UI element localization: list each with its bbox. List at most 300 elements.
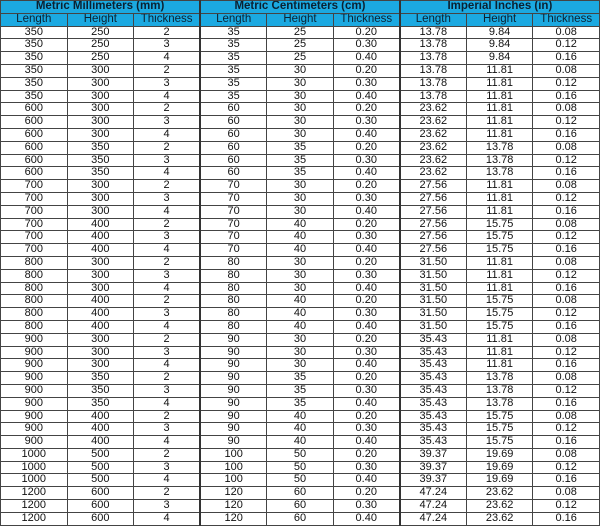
cell-thickness: 0.08 (533, 410, 600, 423)
cell-thickness: 2 (134, 64, 201, 77)
cell-length: 23.62 (400, 167, 467, 180)
cell-height: 13.78 (466, 167, 533, 180)
cell-thickness: 4 (134, 205, 201, 218)
cell-length: 23.62 (400, 103, 467, 116)
cell-thickness: 0.30 (333, 231, 400, 244)
cell-height: 350 (67, 141, 134, 154)
cell-length: 900 (1, 359, 68, 372)
cell-thickness: 2 (134, 180, 201, 193)
cell-thickness: 0.16 (533, 167, 600, 180)
cell-thickness: 0.20 (333, 333, 400, 346)
table-row (1, 103, 600, 116)
cell-length: 80 (200, 256, 267, 269)
cell-length: 90 (200, 372, 267, 385)
cell-height: 13.78 (466, 154, 533, 167)
cell-height: 400 (67, 423, 134, 436)
cell-height: 60 (267, 512, 334, 525)
cell-length: 13.78 (400, 52, 467, 65)
cell-thickness: 0.40 (333, 128, 400, 141)
cell-height: 30 (267, 64, 334, 77)
cell-height: 11.81 (466, 64, 533, 77)
cell-height: 23.62 (466, 512, 533, 525)
cell-thickness: 0.08 (533, 26, 600, 39)
cell-height: 350 (67, 154, 134, 167)
cell-thickness: 0.16 (533, 397, 600, 410)
column-header-length: Length (1, 13, 68, 26)
cell-thickness: 0.40 (333, 320, 400, 333)
cell-height: 15.75 (466, 436, 533, 449)
table-row (1, 333, 600, 346)
cell-length: 90 (200, 410, 267, 423)
cell-thickness: 0.30 (333, 384, 400, 397)
cell-length: 700 (1, 244, 68, 257)
cell-length: 90 (200, 359, 267, 372)
cell-length: 13.78 (400, 64, 467, 77)
cell-thickness: 0.08 (533, 487, 600, 500)
cell-thickness: 0.40 (333, 397, 400, 410)
cell-height: 40 (267, 244, 334, 257)
cell-length: 800 (1, 269, 68, 282)
cell-thickness: 0.20 (333, 218, 400, 231)
cell-thickness: 0.08 (533, 180, 600, 193)
cell-height: 11.81 (466, 103, 533, 116)
cell-height: 11.81 (466, 77, 533, 90)
cell-length: 900 (1, 423, 68, 436)
cell-length: 600 (1, 103, 68, 116)
cell-thickness: 2 (134, 372, 201, 385)
cell-length: 800 (1, 282, 68, 295)
cell-height: 13.78 (466, 372, 533, 385)
cell-height: 13.78 (466, 384, 533, 397)
cell-thickness: 0.16 (533, 359, 600, 372)
table-row (1, 474, 600, 487)
cell-length: 60 (200, 154, 267, 167)
cell-height: 300 (67, 128, 134, 141)
cell-height: 35 (267, 141, 334, 154)
cell-thickness: 0.40 (333, 205, 400, 218)
cell-height: 400 (67, 410, 134, 423)
cell-height: 300 (67, 77, 134, 90)
cell-length: 60 (200, 167, 267, 180)
cell-length: 35.43 (400, 333, 467, 346)
table-row (1, 295, 600, 308)
cell-length: 800 (1, 308, 68, 321)
table-row (1, 26, 600, 39)
cell-thickness: 4 (134, 359, 201, 372)
cell-thickness: 0.12 (533, 500, 600, 513)
cell-thickness: 0.30 (333, 423, 400, 436)
cell-length: 27.56 (400, 180, 467, 193)
table-row (1, 180, 600, 193)
cell-length: 35.43 (400, 359, 467, 372)
cell-thickness: 0.12 (533, 154, 600, 167)
cell-length: 27.56 (400, 205, 467, 218)
cell-height: 11.81 (466, 192, 533, 205)
cell-length: 60 (200, 116, 267, 129)
cell-length: 27.56 (400, 244, 467, 257)
cell-thickness: 2 (134, 333, 201, 346)
cell-length: 31.50 (400, 308, 467, 321)
table-row (1, 244, 600, 257)
column-header-thickness: Thickness (134, 13, 201, 26)
cell-thickness: 0.08 (533, 218, 600, 231)
table-row (1, 205, 600, 218)
cell-length: 60 (200, 103, 267, 116)
cell-height: 50 (267, 474, 334, 487)
cell-length: 13.78 (400, 77, 467, 90)
table-row (1, 218, 600, 231)
cell-height: 40 (267, 295, 334, 308)
cell-thickness: 4 (134, 436, 201, 449)
table-row (1, 52, 600, 65)
cell-length: 120 (200, 500, 267, 513)
cell-length: 600 (1, 116, 68, 129)
cell-length: 35 (200, 52, 267, 65)
cell-height: 300 (67, 205, 134, 218)
cell-height: 11.81 (466, 116, 533, 129)
cell-thickness: 0.40 (333, 359, 400, 372)
cell-length: 39.37 (400, 461, 467, 474)
cell-thickness: 2 (134, 103, 201, 116)
cell-thickness: 2 (134, 26, 201, 39)
cell-thickness: 4 (134, 90, 201, 103)
cell-height: 11.81 (466, 256, 533, 269)
cell-length: 70 (200, 244, 267, 257)
cell-height: 13.78 (466, 397, 533, 410)
cell-height: 30 (267, 282, 334, 295)
cell-thickness: 0.12 (533, 116, 600, 129)
cell-length: 39.37 (400, 448, 467, 461)
cell-height: 500 (67, 474, 134, 487)
cell-height: 23.62 (466, 500, 533, 513)
cell-height: 30 (267, 128, 334, 141)
cell-height: 30 (267, 103, 334, 116)
cell-thickness: 0.40 (333, 474, 400, 487)
cell-height: 300 (67, 269, 134, 282)
table-row (1, 512, 600, 525)
cell-thickness: 0.16 (533, 244, 600, 257)
cell-thickness: 0.16 (533, 205, 600, 218)
column-header-length: Length (200, 13, 267, 26)
cell-height: 15.75 (466, 244, 533, 257)
table-row (1, 141, 600, 154)
cell-thickness: 0.30 (333, 116, 400, 129)
cell-height: 300 (67, 103, 134, 116)
cell-thickness: 0.40 (333, 282, 400, 295)
cell-thickness: 0.20 (333, 448, 400, 461)
cell-length: 23.62 (400, 128, 467, 141)
table-row (1, 320, 600, 333)
cell-height: 11.81 (466, 269, 533, 282)
cell-height: 19.69 (466, 461, 533, 474)
cell-thickness: 0.40 (333, 244, 400, 257)
cell-thickness: 0.12 (533, 384, 600, 397)
cell-thickness: 4 (134, 167, 201, 180)
cell-thickness: 0.08 (533, 448, 600, 461)
cell-height: 250 (67, 39, 134, 52)
cell-thickness: 3 (134, 231, 201, 244)
cell-height: 30 (267, 256, 334, 269)
cell-height: 350 (67, 372, 134, 385)
cell-height: 15.75 (466, 231, 533, 244)
cell-thickness: 4 (134, 512, 201, 525)
cell-height: 300 (67, 192, 134, 205)
cell-height: 30 (267, 192, 334, 205)
cell-thickness: 2 (134, 256, 201, 269)
cell-height: 35 (267, 397, 334, 410)
cell-thickness: 0.16 (533, 128, 600, 141)
cell-thickness: 4 (134, 320, 201, 333)
cell-height: 9.84 (466, 52, 533, 65)
cell-height: 60 (267, 487, 334, 500)
cell-length: 700 (1, 231, 68, 244)
cell-length: 350 (1, 26, 68, 39)
cell-height: 15.75 (466, 295, 533, 308)
cell-length: 70 (200, 218, 267, 231)
cell-length: 35.43 (400, 410, 467, 423)
group-header-row (1, 1, 600, 14)
cell-thickness: 3 (134, 500, 201, 513)
cell-length: 800 (1, 295, 68, 308)
column-header-length: Length (400, 13, 467, 26)
cell-thickness: 0.12 (533, 346, 600, 359)
cell-length: 90 (200, 333, 267, 346)
table-row (1, 192, 600, 205)
cell-length: 350 (1, 52, 68, 65)
cell-height: 19.69 (466, 448, 533, 461)
group-header-mm: Metric Millimeters (mm) (1, 1, 201, 14)
cell-height: 30 (267, 346, 334, 359)
cell-height: 300 (67, 346, 134, 359)
cell-thickness: 0.08 (533, 141, 600, 154)
cell-thickness: 3 (134, 154, 201, 167)
cell-thickness: 0.20 (333, 103, 400, 116)
cell-height: 40 (267, 320, 334, 333)
cell-height: 350 (67, 167, 134, 180)
cell-height: 30 (267, 116, 334, 129)
cell-length: 35.43 (400, 436, 467, 449)
cell-length: 800 (1, 320, 68, 333)
table-row (1, 372, 600, 385)
cell-height: 40 (267, 423, 334, 436)
cell-thickness: 4 (134, 474, 201, 487)
cell-length: 1200 (1, 500, 68, 513)
cell-height: 15.75 (466, 218, 533, 231)
cell-length: 900 (1, 397, 68, 410)
cell-height: 40 (267, 218, 334, 231)
cell-length: 700 (1, 180, 68, 193)
cell-length: 35 (200, 77, 267, 90)
cell-length: 23.62 (400, 141, 467, 154)
cell-thickness: 0.30 (333, 461, 400, 474)
cell-thickness: 0.16 (533, 52, 600, 65)
cell-length: 31.50 (400, 295, 467, 308)
cell-thickness: 0.20 (333, 64, 400, 77)
cell-length: 13.78 (400, 26, 467, 39)
cell-length: 350 (1, 39, 68, 52)
cell-height: 30 (267, 90, 334, 103)
cell-height: 30 (267, 333, 334, 346)
cell-length: 35.43 (400, 384, 467, 397)
cell-thickness: 0.08 (533, 256, 600, 269)
cell-thickness: 2 (134, 218, 201, 231)
cell-height: 15.75 (466, 320, 533, 333)
cell-height: 23.62 (466, 487, 533, 500)
cell-height: 35 (267, 154, 334, 167)
column-header-height: Height (466, 13, 533, 26)
cell-height: 11.81 (466, 333, 533, 346)
cell-thickness: 0.20 (333, 372, 400, 385)
cell-thickness: 2 (134, 141, 201, 154)
cell-length: 700 (1, 205, 68, 218)
table-row (1, 282, 600, 295)
cell-height: 400 (67, 218, 134, 231)
cell-length: 70 (200, 180, 267, 193)
cell-thickness: 4 (134, 52, 201, 65)
cell-height: 400 (67, 320, 134, 333)
cell-length: 350 (1, 64, 68, 77)
column-header-height: Height (67, 13, 134, 26)
cell-length: 35 (200, 90, 267, 103)
table-row (1, 397, 600, 410)
cell-length: 80 (200, 308, 267, 321)
cell-thickness: 3 (134, 461, 201, 474)
cell-thickness: 0.12 (533, 269, 600, 282)
cell-length: 13.78 (400, 39, 467, 52)
group-header-cm: Metric Centimeters (cm) (200, 1, 400, 14)
cell-length: 90 (200, 436, 267, 449)
cell-length: 80 (200, 320, 267, 333)
cell-thickness: 3 (134, 308, 201, 321)
cell-length: 35.43 (400, 423, 467, 436)
cell-length: 47.24 (400, 500, 467, 513)
cell-length: 350 (1, 77, 68, 90)
cell-thickness: 0.40 (333, 512, 400, 525)
table-row (1, 308, 600, 321)
cell-thickness: 4 (134, 244, 201, 257)
cell-length: 90 (200, 346, 267, 359)
cell-height: 11.81 (466, 205, 533, 218)
table-row (1, 359, 600, 372)
column-header-thickness: Thickness (333, 13, 400, 26)
cell-height: 300 (67, 116, 134, 129)
cell-height: 11.81 (466, 90, 533, 103)
cell-height: 400 (67, 308, 134, 321)
cell-thickness: 0.16 (533, 320, 600, 333)
cell-height: 400 (67, 244, 134, 257)
cell-height: 300 (67, 64, 134, 77)
cell-height: 30 (267, 205, 334, 218)
cell-height: 600 (67, 512, 134, 525)
cell-height: 500 (67, 448, 134, 461)
cell-length: 27.56 (400, 231, 467, 244)
cell-thickness: 0.16 (533, 282, 600, 295)
cell-length: 70 (200, 205, 267, 218)
cell-length: 350 (1, 90, 68, 103)
cell-height: 60 (267, 500, 334, 513)
cell-height: 40 (267, 436, 334, 449)
cell-height: 300 (67, 90, 134, 103)
cell-length: 35 (200, 64, 267, 77)
cell-thickness: 0.16 (533, 474, 600, 487)
table-row (1, 167, 600, 180)
cell-length: 23.62 (400, 116, 467, 129)
cell-thickness: 0.40 (333, 52, 400, 65)
cell-height: 35 (267, 167, 334, 180)
cell-length: 600 (1, 128, 68, 141)
table-row (1, 90, 600, 103)
table-body (1, 26, 600, 525)
cell-length: 90 (200, 397, 267, 410)
cell-length: 90 (200, 423, 267, 436)
cell-height: 35 (267, 384, 334, 397)
cell-length: 1200 (1, 512, 68, 525)
cell-thickness: 0.16 (533, 512, 600, 525)
table-row (1, 231, 600, 244)
cell-height: 250 (67, 52, 134, 65)
cell-length: 13.78 (400, 90, 467, 103)
cell-height: 25 (267, 52, 334, 65)
cell-length: 90 (200, 384, 267, 397)
cell-height: 350 (67, 397, 134, 410)
cell-length: 60 (200, 128, 267, 141)
cell-height: 19.69 (466, 474, 533, 487)
cell-length: 31.50 (400, 282, 467, 295)
cell-height: 400 (67, 295, 134, 308)
cell-height: 13.78 (466, 141, 533, 154)
table-row (1, 384, 600, 397)
cell-height: 600 (67, 487, 134, 500)
cell-thickness: 0.12 (533, 308, 600, 321)
cell-height: 11.81 (466, 282, 533, 295)
cell-thickness: 0.08 (533, 64, 600, 77)
cell-length: 23.62 (400, 154, 467, 167)
cell-height: 300 (67, 256, 134, 269)
cell-height: 300 (67, 282, 134, 295)
cell-length: 80 (200, 295, 267, 308)
cell-thickness: 3 (134, 77, 201, 90)
cell-length: 1200 (1, 487, 68, 500)
cell-height: 25 (267, 39, 334, 52)
cell-length: 39.37 (400, 474, 467, 487)
cell-length: 700 (1, 218, 68, 231)
group-header-in: Imperial Inches (in) (400, 1, 600, 14)
cell-height: 400 (67, 436, 134, 449)
cell-thickness: 0.08 (533, 372, 600, 385)
cell-length: 80 (200, 282, 267, 295)
cell-height: 50 (267, 448, 334, 461)
cell-height: 600 (67, 500, 134, 513)
cell-length: 900 (1, 436, 68, 449)
cell-thickness: 3 (134, 39, 201, 52)
table-row (1, 256, 600, 269)
cell-thickness: 0.30 (333, 500, 400, 513)
cell-height: 40 (267, 231, 334, 244)
cell-thickness: 0.40 (333, 167, 400, 180)
cell-height: 35 (267, 372, 334, 385)
cell-length: 1000 (1, 474, 68, 487)
cell-thickness: 3 (134, 116, 201, 129)
table-row (1, 487, 600, 500)
cell-length: 31.50 (400, 269, 467, 282)
cell-length: 700 (1, 192, 68, 205)
cell-thickness: 0.30 (333, 154, 400, 167)
cell-thickness: 0.08 (533, 333, 600, 346)
cell-height: 300 (67, 180, 134, 193)
table-row (1, 154, 600, 167)
column-header-row (1, 13, 600, 26)
cell-thickness: 0.20 (333, 256, 400, 269)
